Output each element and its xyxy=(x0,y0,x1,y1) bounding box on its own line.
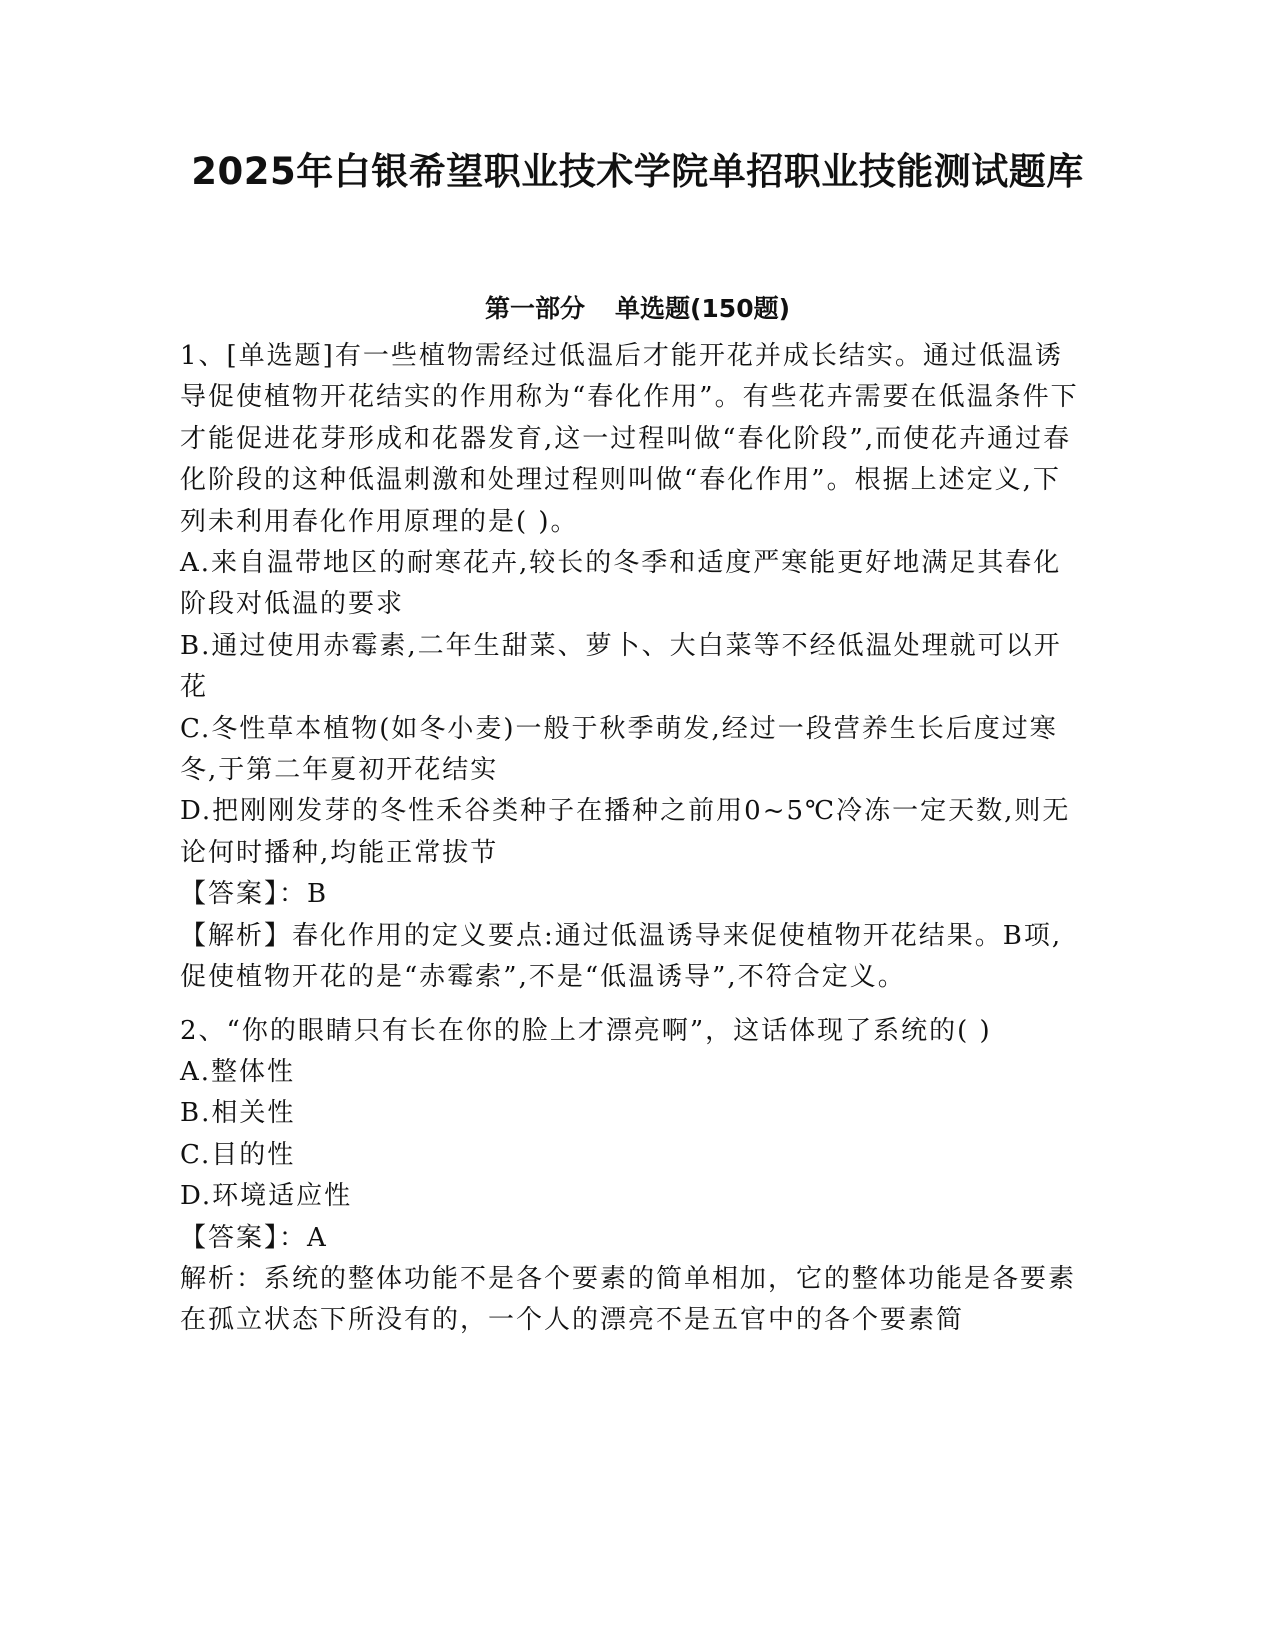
option-a: A.来自温带地区的耐寒花卉,较长的冬季和适度严寒能更好地满足其春化阶段对低温的要求 xyxy=(180,548,1062,620)
question-stem: 2、“你的眼睛只有长在你的脸上才漂亮啊”，这话体现了系统的( ) xyxy=(180,1015,992,1046)
option-c: C.目的性 xyxy=(180,1139,296,1170)
option-d: D.把刚刚发芽的冬性禾谷类种子在播种之前用0~5℃冷冻一定天数,则无论何时播种,均能正常拔节 xyxy=(180,796,1071,868)
option-b: B.通过使用赤霉素,二年生甜菜、萝卜、大白菜等不经低温处理就可以开花 xyxy=(180,630,1062,703)
section-name: 单选题(150题) xyxy=(614,294,791,323)
explanation: 【解析】春化作用的定义要点:通过低温诱导来促使植物开花结果。B项,促使植物开花的是“赤霉索”,不是“低温诱导”,不符合定义。 xyxy=(180,920,1063,993)
answer: 【答案】：A xyxy=(180,1222,328,1253)
question-stem: 1、[单选题]有一些植物需经过低温后才能开花并成长结实。通过低温诱导促使植物开花结实的作用称为“春化作用”。有些花卉需要在低温条件下才能促进花芽形成和花器发育,这一过程叫做“春化阶段”,而使花卉通过春化阶段的这种低温刺激和处理过程则叫做“春化作用”。根据上述定义,下列未利用春化作用原理的是( )。 xyxy=(180,341,1079,537)
option-b: B.相关性 xyxy=(180,1098,296,1129)
explanation: 解析：系统的整体功能不是各个要素的简单相加，它的整体功能是各要素在孤立状态下所没有的，一个人的漂亮不是五官中的各个要素简 xyxy=(180,1263,1077,1336)
option-a: A.整体性 xyxy=(180,1056,296,1087)
answer: 【答案】：B xyxy=(180,879,329,910)
option-d: D.环境适应性 xyxy=(180,1181,353,1212)
question-2 xyxy=(180,1011,1080,1342)
option-c: C.冬性草本植物(如冬小麦)一般于秋季萌发,经过一段营养生长后度过寒冬,于第二年夏初开花结实 xyxy=(180,713,1058,786)
section-heading xyxy=(0,292,1275,326)
question-list xyxy=(180,336,1080,1342)
section-part: 第一部分 xyxy=(484,294,585,323)
document-title: 2025年白银希望职业技术学院单招职业技能测试题库 xyxy=(191,150,1084,193)
question-1 xyxy=(180,336,1080,999)
